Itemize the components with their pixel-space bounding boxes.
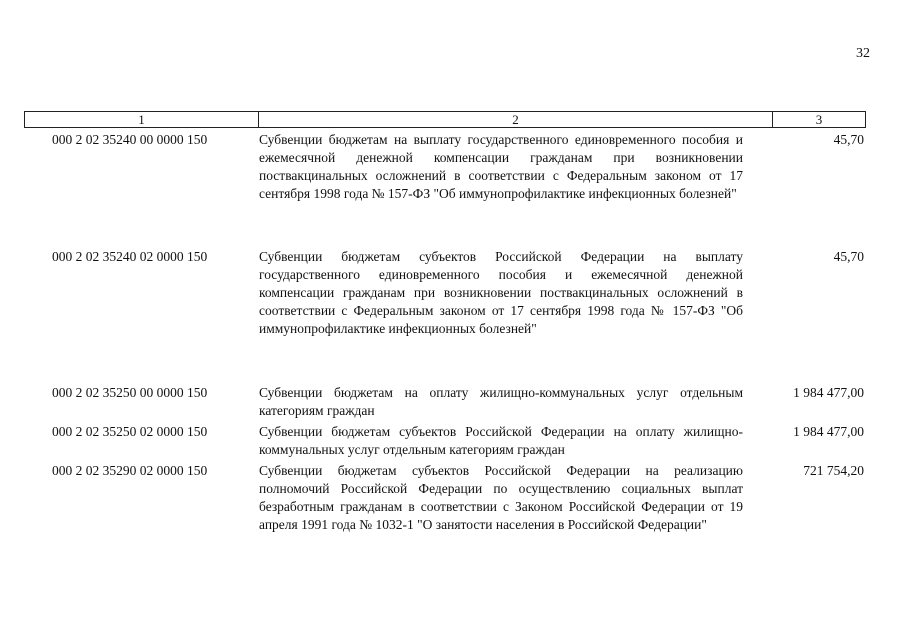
header-col-3: 3 xyxy=(815,112,823,127)
row-amount: 45,70 xyxy=(833,249,864,264)
header-col-1: 1 xyxy=(25,112,259,127)
row-code: 000 2 02 35250 00 0000 150 xyxy=(52,385,208,400)
row-description: Субвенции бюджетам субъектов Российской Федерации на выплату государственного единовременного пособия и ежемесячной денежной компенсации гражданам при возникновении поствакцинальных осложнений в соответствии с Федеральным законом от 17 сентября 1998 года № 157-ФЗ "Об иммунопрофилактике инфекционных болезней" xyxy=(259,249,743,336)
table-header xyxy=(24,111,866,128)
row-code: 000 2 02 35290 02 0000 150 xyxy=(52,463,208,478)
row-code: 000 2 02 35250 02 0000 150 xyxy=(52,424,208,439)
row-amount: 1 984 477,00 xyxy=(793,385,864,400)
row-amount: 721 754,20 xyxy=(803,463,864,478)
page-number: 32 xyxy=(856,46,870,61)
row-amount: 1 984 477,00 xyxy=(793,424,864,439)
header-col-2: 2 xyxy=(259,112,773,127)
row-description: Субвенции бюджетам на выплату государственного единовременного пособия и ежемесячной денежной компенсации гражданам при возникновении поствакцинальных осложнений в соответствии с Федеральным законом от 17 сентября 1998 года № 157-ФЗ "Об иммунопрофилактике инфекционных болезней" xyxy=(259,132,743,201)
row-description: Субвенции бюджетам субъектов Российской Федерации на реализацию полномочий Российской Федерации по осуществлению социальных выплат безработным гражданам в соответствии с Законом Российской Федерации от 19 апреля 1991 года № 1032-1 "О занятости населения в Российской Федерации" xyxy=(259,463,743,532)
row-description: Субвенции бюджетам субъектов Российской Федерации на оплату жилищно-коммунальных услуг отдельным категориям граждан xyxy=(259,424,743,457)
row-code: 000 2 02 35240 00 0000 150 xyxy=(52,132,208,147)
row-code: 000 2 02 35240 02 0000 150 xyxy=(52,249,208,264)
row-amount: 45,70 xyxy=(833,132,864,147)
row-description: Субвенции бюджетам на оплату жилищно-коммунальных услуг отдельным категориям граждан xyxy=(259,385,743,418)
